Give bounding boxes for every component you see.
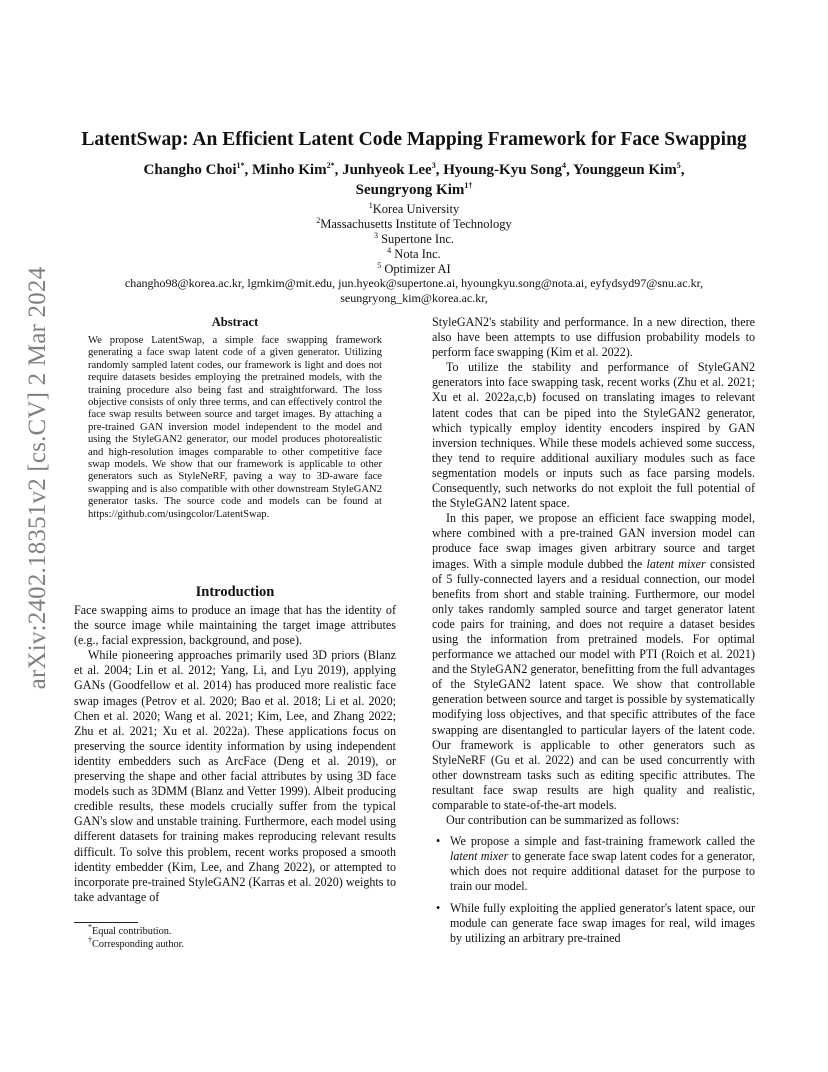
author-name: Younggeun Kim (572, 162, 677, 178)
email-line: changho98@korea.ac.kr, lgmkim@mit.edu, jun.hyeok@supertone.ai, hyoungkyu.song@nota.ai, eyfydsyd97@snu.ac.kr, (124, 276, 704, 290)
affiliation-list (90, 202, 738, 277)
paragraph: While pioneering approaches primarily used 3D priors (Blanz et al. 2004; Lin et al. 2012; Yang, Li, and Lyu 2019), applying GANs (Goodfellow et al. 2014) has produced more realistic face swap images (Petrov et al. 2020; Bao et al. 2018; Li et al. 2020; Chen et al. 2020; Wang et al. 2021; Kim, Lee, and Zhang 2022; Zhu et al. 2021; Xu et al. 2022a). These applications focus on preserving the source identity information by using independent identity embedders such as ArcFace (Deng et al. 2019), or preserving the shape and other facial attributes by using 3D face models such as 3DMM (Blanz and Vetter 1999). Albeit producing credible results, these models crucially suffer from the typical GAN's slow and unstable training. Furthermore, each model using different datasets for training makes reproducing relevant results difficult. To solve this problem, recent works proposed a smooth identity embedder (Kim, Lee, and Zhang 2022), or attempted to incorporate pre-trained StyleGAN2 (Karras et al. 2020) weights to take advantage of (74, 648, 396, 904)
affiliation-mark: 4 (387, 245, 392, 255)
footnote (88, 935, 388, 951)
affiliation (90, 202, 738, 217)
affiliation-name: Optimizer AI (384, 262, 451, 276)
affiliation-mark: 5 (377, 260, 382, 270)
paragraph: To utilize the stability and performance of StyleGAN2 generators into face swapping task, recent works (Zhu et al. 2021; Xu et al. 2022a,c,b) focused on translating images to relevant latent codes that can be piped into the StyleGAN2 generator, which typically employ identity encoders inspired by GAN inversion techniques. While these models achieved some success, they tend to require additional auxiliary modules such as face segmentation models or inputs such as face parsing models. Consequently, such networks do not exploit the full potential of the StyleGAN2 latent space. (432, 360, 755, 511)
affiliation-name: Nota Inc. (394, 247, 441, 261)
abstract-text: We propose LatentSwap, a simple face swapping framework generating a face swap latent code of a given generator. Utilizing randomly sampled latent codes, our framework is light and does not require datasets besides employing the pretrained models, with the training procedure also being fast and straightforward. The loss objective consists of only three terms, and can effectively control the face swap results between source and target images. By attaching a pre-trained GAN inversion model independent to the model and using the StyleGAN2 generator, our model produces photorealistic and high-resolution images comparable to other competitive face swap models. We show that our framework is applicable to other generators such as StyleNeRF, paving a way to 3D-aware face swapping and is also compatible with other downstream StyleGAN2 generator tasks. The source code and models can be found at https://github.com/usingcolor/LatentSwap. (88, 335, 382, 520)
list-item (450, 834, 755, 894)
text-run: consisted of 5 fully-connected layers and a residual connection, our model benefits from short and stable training. Furthermore, our model only takes randomly sampled source and target generator latent code pairs for training, and does not require a dataset besides using the information from pretrained models. For optimal performance we attached our model with PTI (Roich et al. 2021) and the StyleGAN2 generator, benefitting from the full advantages of the StyleGAN2 latent space. We show that controllable generation between source and target is possible by systematically modifying loss objectives, and that specific attributes of the face swapping are disentangled to particular layers of the latent code. Our framework is applicable to other generators such as StyleNeRF (Gu et al. 2022) and can be used concurrently with other downstream tasks such as editing specific attributes. The resultant face swap results are high quality and realistic, comparable to state-of-the-art models. (432, 556, 755, 812)
author-emails (60, 276, 768, 306)
right-column-body (432, 315, 755, 952)
footnote-text: Equal contribution. (92, 926, 172, 937)
affiliation-name: Korea University (372, 202, 460, 216)
affiliation-mark: 3 (373, 230, 378, 240)
author-name: Changho Choi (143, 162, 237, 178)
text-run: In this paper, we propose an efficient face swapping model, where combined with a pre-trained GAN inversion model can produce face swap images given arbitrary source and target images. With a simple module dubbed the (432, 511, 755, 571)
affiliation-mark: 1 (368, 200, 373, 210)
affiliation (90, 262, 738, 277)
emphasis: latent mixer (646, 556, 706, 571)
text-run: We propose a simple and fast-training framework called the (450, 834, 755, 849)
author-name: Junhyeok Lee (342, 162, 432, 178)
author-mark: 1† (464, 181, 473, 190)
footnote-text: Corresponding author. (92, 939, 185, 950)
arxiv-identifier: arXiv:2402.18351v2 [cs.CV] 2 Mar 2024 (24, 266, 51, 690)
author-mark: 1* (236, 161, 245, 170)
paragraph: Face swapping aims to produce an image that has the identity of the source image while maintaining the target image attributes (e.g., facial expression, background, and pose). (74, 603, 396, 648)
author-mark: 4 (561, 161, 566, 170)
email-line: seungryong_kim@korea.ac.kr, (340, 291, 488, 305)
footnote-rule (74, 922, 138, 923)
emphasis: latent mixer (450, 849, 509, 864)
paragraph: Our contribution can be summarized as follows: (446, 813, 680, 828)
author-name: Hyoung-Kyu Song (443, 162, 562, 178)
affiliation-name: Supertone Inc. (381, 232, 455, 246)
arxiv-sidebar (16, 266, 60, 690)
footnote-mark: * (88, 922, 92, 932)
affiliation (90, 217, 738, 232)
affiliation (90, 232, 738, 247)
left-column-body (74, 603, 396, 905)
footnote-mark: † (88, 935, 92, 945)
author-mark: 2* (326, 161, 335, 170)
paragraph: StyleGAN2's stability and performance. In a new direction, there also have been attempts to use diffusion probability models to perform face swapping (Kim et al. 2022). (432, 315, 755, 360)
footnotes (88, 922, 388, 951)
footnote (88, 922, 388, 938)
author-mark: 5 (676, 161, 681, 170)
author-mark: 3 (431, 161, 436, 170)
author-list: Changho Choi$^{1*}$, Minho Kim$^{2*}$, Junhyeok Lee$^3$, Hyoung-Kyu Song$^4$, Younggeun Kim$^5$, Seungryong Kim$^{1\dagger}$ (143, 161, 685, 198)
contribution-list (432, 834, 755, 946)
abstract-heading: Abstract (211, 315, 259, 329)
list-item: • While fully exploiting the applied generator's latent space, our module can generate face swap images for real, wild images by utilizing an arbitrary pre-trained (450, 901, 755, 946)
author-name: Seungryong Kim (355, 182, 465, 198)
affiliation (90, 247, 738, 262)
paragraph (432, 511, 755, 813)
author-name: Minho Kim (251, 162, 327, 178)
text-run: to generate face swap latent codes for a generator, which does not require additional dataset for the purpose to train our model. (450, 849, 755, 894)
affiliation-mark: 2 (316, 215, 321, 225)
paper-title: LatentSwap: An Efficient Latent Code Mapping Framework for Face Swapping (81, 129, 747, 150)
affiliation-name: Massachusetts Institute of Technology (320, 217, 512, 231)
introduction-heading: Introduction (195, 584, 275, 600)
